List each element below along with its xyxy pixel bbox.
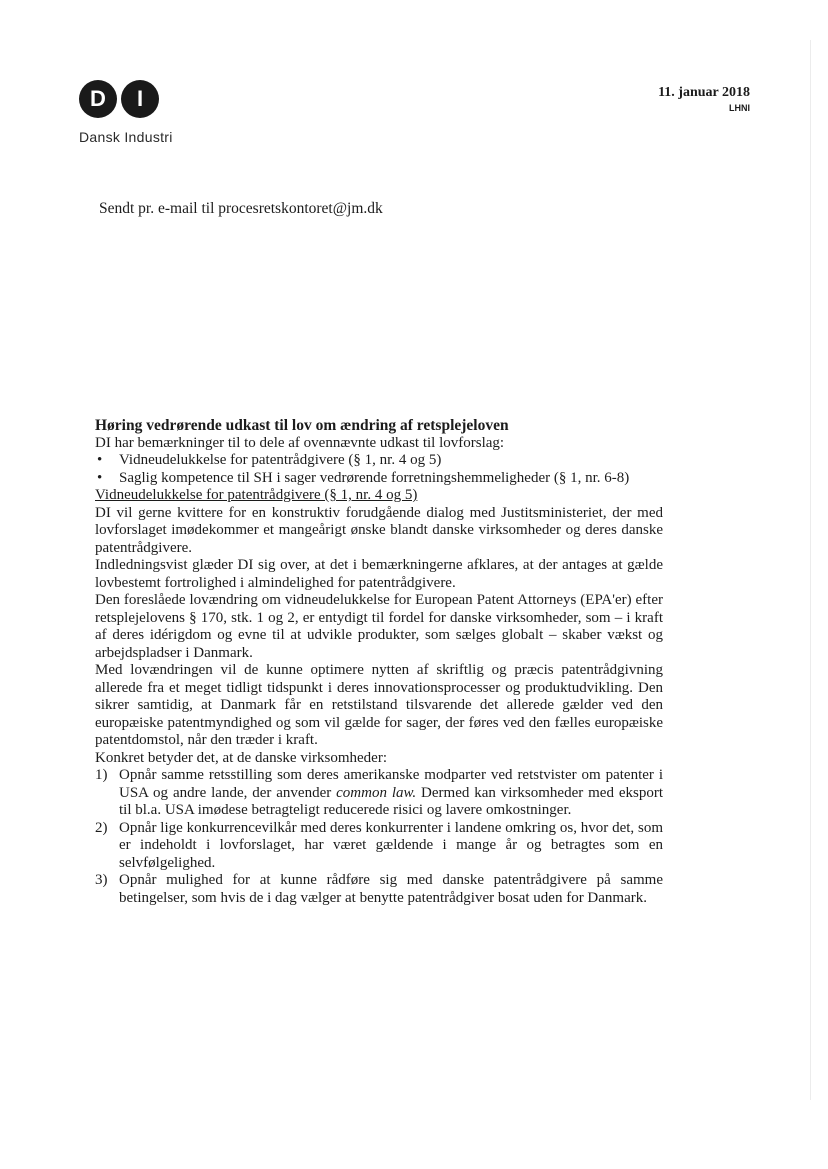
logo-circle-d: D [79,80,117,118]
numbered-intro: Konkret betyder det, at de danske virksomheder: [95,749,387,766]
bullet-item: • Saglig kompetence til SH i sager vedrørende forretningshemmeligheder (§ 1, nr. 6-8) [95,470,663,488]
paragraph: Indledningsvist glæder DI sig over, at det i bemærkningerne afklares, at der antages at gælde lovbestemt fortrolighed i almindelighed for patentrådgivere. [95,557,663,591]
numbered-item [95,820,663,873]
paragraph: Med lovændringen vil de kunne optimere nytten af skriftlig og præcis patentrådgivning allerede fra et meget tidligt tidspunkt i deres innovationsprocesser og produktudvikling. Den sikrer samtidig, at Danmark får en retstilstand tilsvarende det allerede gælder ved den europæiske patentmyndighed og som vil gælde for sager, der føres ved den fælles europæiske patentdomstol, når den træder i kraft. [95,662,663,748]
numbered-item [95,872,663,907]
item-number: 1) [95,767,108,783]
org-name: Dansk Industri [79,129,173,145]
scan-margin-line [810,40,811,1100]
item-number: 2) [95,819,108,836]
intro-text: DI har bemærkninger til to dele af ovennævnte udkast til lovforslag: [95,434,505,451]
section-heading: Vidneudelukkelse for patentrådgivere (§ 1, nr. 4 og 5) [95,487,418,503]
numbered-list [95,767,663,907]
letter-title: Høring vedrørende udkast til lov om ændring af retsplejeloven [95,417,509,434]
item-text-after: Dermed kan virksomheder med eksport til bl.a. USA imødese betragteligt reducerede risici og lavere omkostninger. [119,784,663,818]
paragraph: Den foreslåede lovændring om vidneudelukkelse for European Patent Attorneys (EPA'er) efter retsplejelovens § 170, stk. 1 og 2, er entydigt til fordel for danske virksomheder, som – i kraft af deres idérigdom og evne til at udvikle produkter, som sælges globalt – skaber vækst og arbejdspladser i Danmark. [95,592,663,661]
bullet-item: • Vidneudelukkelse for patentrådgivere (§ 1, nr. 4 og 5) [95,452,663,470]
paragraph: DI vil gerne kvittere for en konstruktiv forudgående dialog med Justitsministeriet, der med lovforslaget imødekommer et mangeårigt ønske blandt danske virksomheder og deres danske patentrådgivere. [95,504,663,556]
logo-circles [79,80,173,118]
item-text: Opnår lige konkurrencevilkår med deres konkurrenter i landene omkring os, hvor det, som er indeholdt i lovforslaget, har været gældende i mange år og betragtes som en selvfølgelighed. [119,819,663,871]
bullet-list [95,452,663,487]
item-text: Opnår samme retsstilling som deres amerikanske modparter ved retstvister om patenter i USA og andre lande, der anvender [119,767,663,801]
item-number: 3) [95,872,108,888]
author-initials: LHNI [729,103,750,113]
numbered-item [95,767,663,820]
logo-circle-i: I [121,80,159,118]
di-logo [79,80,173,145]
sent-line: Sendt pr. e-mail til procesretskontoret@jm.dk [99,200,383,217]
item-text: Opnår mulighed for at kunne rådføre sig med danske patentrådgivere på samme betingelser, som hvis de i dag vælger at benytte patentrådgiver bosat uden for Danmark. [119,872,663,906]
letter-body [95,417,663,907]
letter-date: 11. januar 2018 [658,85,750,100]
date-block [658,85,750,113]
item-emphasis: common law. [336,784,417,801]
